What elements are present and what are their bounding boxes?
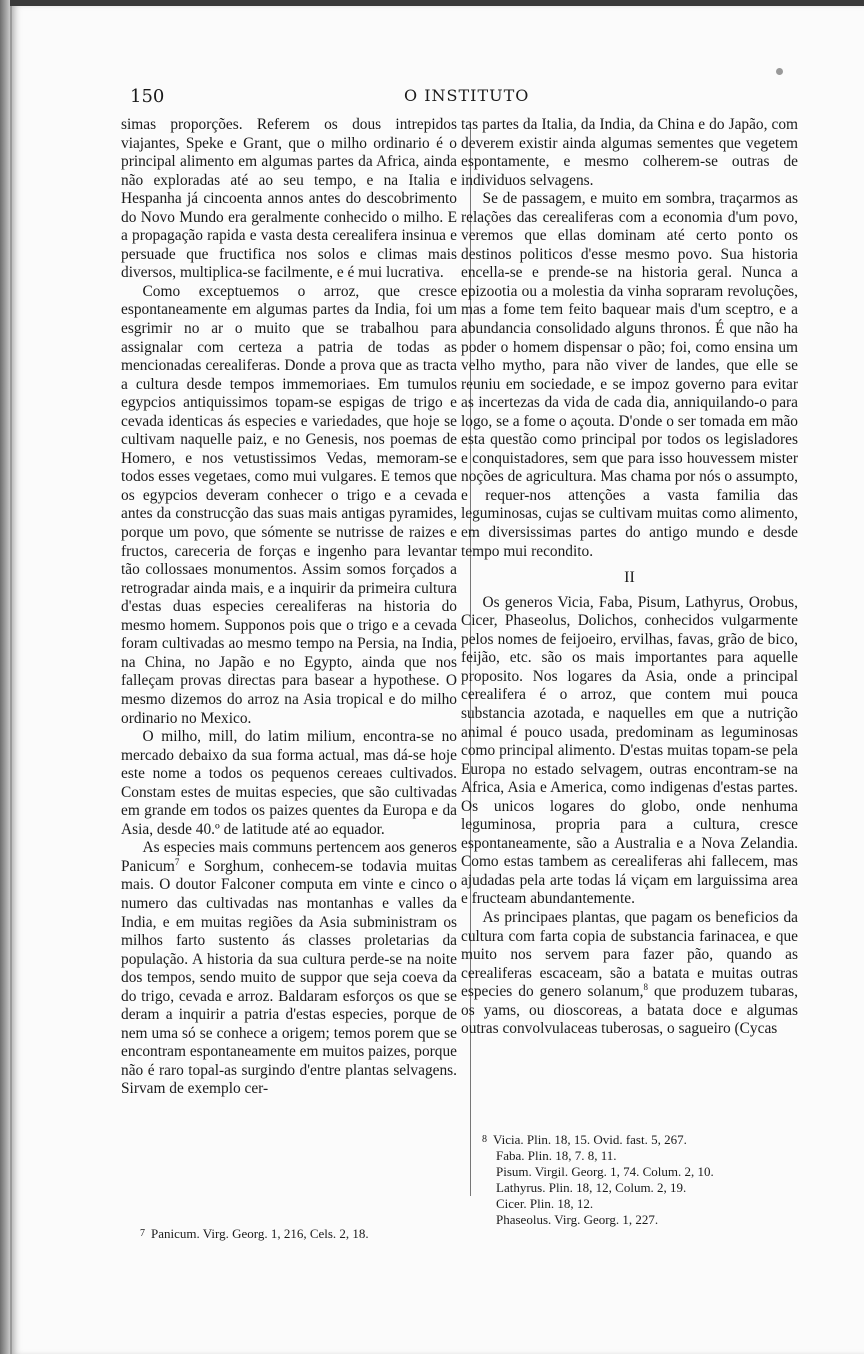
footnote-number: 7 (140, 1228, 145, 1239)
footnote-text: Vicia. Plin. 18, 15. Ovid. fast. 5, 267. (493, 1132, 687, 1147)
running-title: O INSTITUTO (404, 86, 530, 105)
footnote-line: Cicer. Plin. 18, 12. (496, 1196, 594, 1211)
right-column (461, 116, 798, 1039)
paragraph-part: e Sorghum, conhecem-se todavia muitas mais. O doutor Falconer computa em vinte e cinco o numero das cultivadas nas montanhas e valles da India, e em muitas regiões da Asia subministram os milhos farto sustento ás classes proletarias da população. A historia da sua cultura perde-se na noite dos tempos, sendo muito de suppor que seja coeva da do trigo, cevada e arroz. Baldaram esforços os que se deram a inquirir a patria d'estas especies, porque de nem uma só se conhece a origem; temos porem que se encontram espontaneamente em muitos paizes, porque não é raro topal-as surgindo d'entre plantas selvagens. Sirvam de exemplo cer- (121, 857, 457, 1098)
right-footnotes (482, 1132, 802, 1228)
paragraph-part: que produzem tubaras, os yams, ou dioscoreas, a batata doce e algumas outras convolvulaceas tuberosas, o sagueiro (Cycas (461, 983, 798, 1038)
paragraph-part: As principaes plantas, que pagam os beneficios da cultura com farta copia de substancia farinacea, e que muito nos servem para fazer pão, quando as cerealiferas escaceam, são a batata e muitas outras especies do genero solanum, (461, 908, 798, 1001)
ink-spot (776, 68, 783, 75)
footnote-line: Phaseolus. Virg. Georg. 1, 227. (496, 1212, 659, 1227)
page-number: 150 (130, 86, 165, 107)
left-column (121, 116, 457, 1099)
page-header (12, 82, 864, 108)
paragraph (461, 909, 798, 1039)
footnote-ref-7: 7 (174, 856, 180, 867)
section-heading: II (624, 569, 635, 587)
footnote-line: Lathyrus. Plin. 18, 12, Colum. 2, 19. (496, 1180, 687, 1195)
paragraph: Os generos Vicia, Faba, Pisum, Lathyrus, Orobus, Cicer, Phaseolus, Dolichos, conhecidos vulgarmente pelos nomes de feijoeiro, ervilhas, favas, grão de bico, feijão, etc. são os mais importantes para aquelle proposito. Nos logares da Asia, onde a principal cerealifera é o arroz, que contem mui pouca substancia azotada, e naquelles em que a nutrição animal é pouco usada, predominam as leguminosas como principal alimento. D'estas muitas topam-se pela Europa no estado selvagem, outras encontram-se na Africa, Asia e America, como indigenas d'estas partes. Os unicos logares do globo, onde nenhuma leguminosa, propria para a cultura, cresce espontaneamente, são a Australia e a Nova Zelandia. Como estas tambem as cerealiferas ahi fallecem, mas ajudadas pela arte todas lá viçam em larguissima area e fructeam abundantemente. (461, 593, 798, 908)
footnote-text: Panicum. Virg. Georg. 1, 216, Cels. 2, 18. (151, 1226, 369, 1241)
footnote-number: 8 (482, 1134, 487, 1145)
paragraph: O milho, mill, do latim milium, encontra-se no mercado debaixo da sua forma actual, mas dá-se hoje este nome a todos os pequenos cereaes cultivados. Constam estes de muitas especies, que são cultivadas em grande em todos os paizes quentes da Europa e da Asia, desde 40.º de latitude até ao equador. (121, 728, 457, 838)
left-footnote (140, 1226, 460, 1242)
paragraph: tas partes da Italia, da India, da China e do Japão, com deverem existir ainda algumas sementes que vegetem espontamente, e mesmo colherem-se outras de individuos selvagens. (461, 116, 798, 189)
footnote-ref-8: 8 (643, 982, 648, 993)
paragraph: Se de passagem, e muito em sombra, traçarmos as relações das cerealiferas com a economia d'um povo, veremos que ellas dominam até certo ponto os destinos politicos d'esse mesmo povo. Sua historia encella-se e prende-se na historia geral. Nunca a epizootia ou a molestia da vinha sopraram revoluções, mas a fome tem feito baquear mais d'um sceptro, e a abundancia consolidado alguns thronos. É que não ha poder o homem dispensar o pão; foi, como ensina um velho mytho, para não viver de landes, que elle se reuniu em sociedade, e se impoz governo para evitar as incertezas da vida de cada dia, anniquilando-o para logo, se a fome o açouta. D'onde o ser tomada em mão esta questão como principal por todos os legisladores e conquistadores, sem que para isso houvessem mister noções de agricultura. Mas chama por nós o assumpto, e requer-nos attenções a vasta familia das leguminosas, cujas se cultivam muitas como alimento, em diversissimas partes do antigo mundo e desde tempo mui recondito. (461, 190, 798, 560)
paragraph (121, 839, 457, 1099)
footnote-line: Faba. Plin. 18, 7. 8, 11. (496, 1148, 617, 1163)
paragraph: Como exceptuemos o arroz, que cresce espontaneamente em algumas partes da India, foi um esgrimir no ar o muito que se trabalhou para assignalar com certeza a patria de todas as mencionadas cerealiferas. Donde a prova que as tracta a cultura desde tempos immemoriaes. Em tumulos egypcios antiquissimos topam-se espigas de trigo e cevada identicas ás especies e variedades, que hoje se cultivam naquelle paiz, e no Genesis, nos poemas de Homero, e nos vetustissimos Vedas, memoram-se todos esses vegetaes, como mui vulgares. E temos que os egypcios deveram conhecer o trigo e a cevada antes da construcção das suas mais antigas pyramides, porque um povo, que sómente se nutrisse de raizes e fructos, careceria de forças e ingenho para levantar tão collossaes monumentos. Assim somos forçados a retrogradar ainda mais, e a inquirir da primeira cultura d'estas duas especies cerealiferas na historia do mesmo homem. Supponos pois que o trigo e a cevada foram cultivadas ao mesmo tempo na Persia, na India, na China, no Japão e no Egypto, ainda que nos falleçam provas directas para basear a hypothese. O mesmo dizemos do arroz na Asia tropical e do milho ordinario no Mexico. (121, 282, 457, 727)
footnote-line: Pisum. Virgil. Georg. 1, 74. Colum. 2, 10. (496, 1164, 714, 1179)
book-spine-shadow (0, 0, 10, 1354)
paragraph: simas proporções. Referem os dous intrepidos viajantes, Speke e Grant, que o milho ordinario é o principal alimento em algumas partes da Africa, ainda não exploradas até ao seu tempo, e na Italia e Hespanha já cincoenta annos antes do descobrimento do Novo Mundo era geralmente conhecido o milho. E a propagação rapida e vasta desta cerealifera insinua e persuade que fructifica nos solos e climas mais diversos, multiplica-se facilmente, e é mui lucrativa. (121, 116, 457, 282)
footnote-line (482, 1132, 802, 1148)
paragraph-part: As especies mais communs pertencem aos generos Panicum (121, 839, 457, 875)
